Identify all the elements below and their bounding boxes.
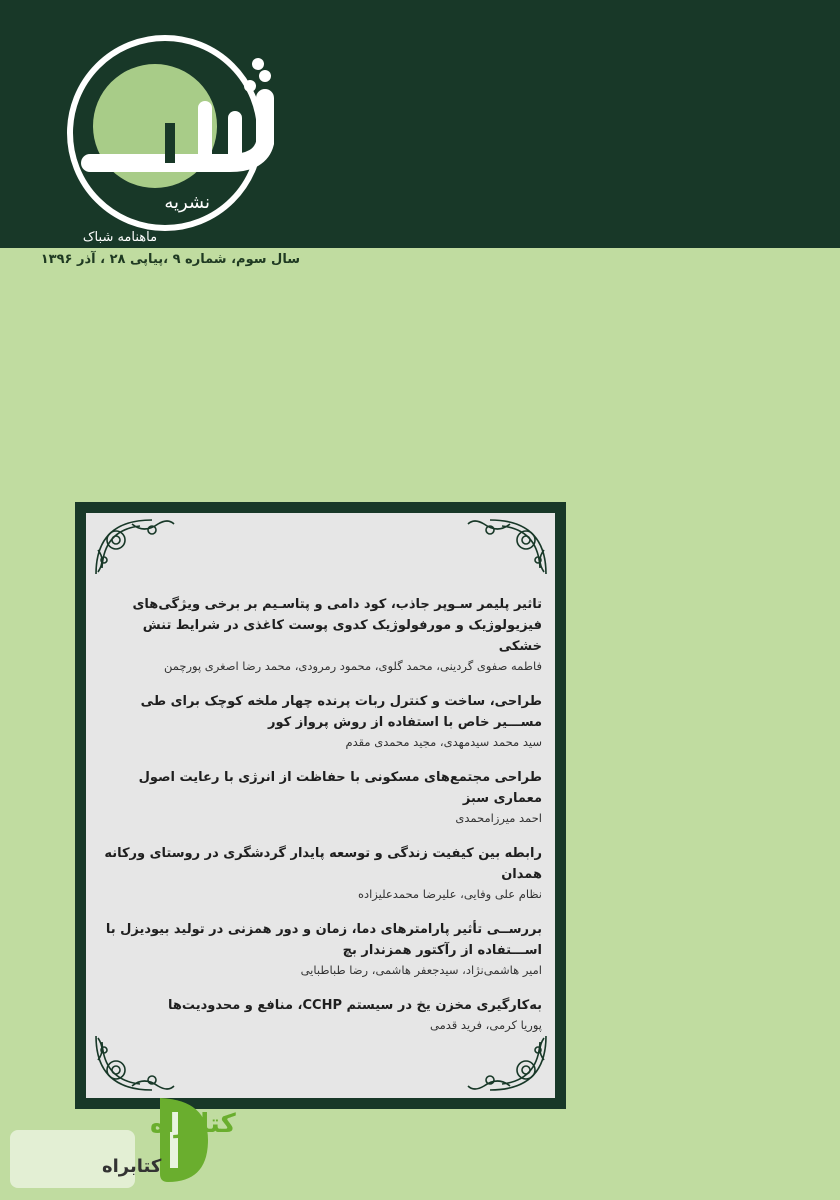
ketabrah-watermark xyxy=(10,1090,236,1190)
article-entry[interactable] xyxy=(100,995,542,1034)
article-entry[interactable] xyxy=(100,843,542,903)
article-authors: سید محمد سیدمهدی، مجید محمدی مقدم xyxy=(345,735,542,749)
table-of-contents xyxy=(100,594,542,1050)
article-title: به‌کارگیری مخزن یخ در سیستم CCHP، منافع و محدودیت‌ها xyxy=(168,998,542,1013)
watermark-text: کتابراه xyxy=(150,1109,236,1139)
article-authors: نظام علی وفایی، علیرضا محمدعلیزاده xyxy=(357,887,542,901)
watermark-text-small: کتابراه xyxy=(102,1156,162,1177)
article-title: تاثیر پلیمر سـوپر جاذب، کود دامی و پتاسـیم بر برخی ویژگی‌های فیزیولوژیک و مورفولوژیک کدوی پوست کاغذی در شرایط تنش خشکی xyxy=(132,597,542,654)
article-authors: پوریا کرمی، فرید قدمی xyxy=(429,1018,542,1032)
article-title: بررســی تأثیر پارامترهای دما، زمان و دور همزنی در تولید بیودیزل با اســـتفاده از رآکتور همزندار بچ xyxy=(105,922,542,958)
ornament-corner-top-left xyxy=(92,516,178,578)
article-title: طراحی، ساخت و کنترل ربات پرنده چهار ملخه کوچک برای طی مســـیر خاص با استفاده از روش پرواز کور xyxy=(140,694,542,730)
article-title: طراحی مجتمع‌های مسکونی با حفاظت از انرژی با رعایت اصول معماری سبز xyxy=(138,770,542,806)
article-title: رابطه بین کیفیت زندگی و توسعه پایدار گردشگری در روستای ورکانه همدان xyxy=(104,846,542,882)
logo xyxy=(60,28,300,238)
article-authors: فاطمه صفوی گردینی، محمد گلوی، محمود رمرودی، محمد رضا اصغری پورچمن xyxy=(163,659,542,673)
issue-line: سال سوم، شماره ۹ ،پیاپی ۲۸ ، آذر ۱۳۹۶ xyxy=(40,252,300,267)
article-authors: احمد میرزامحمدی xyxy=(455,811,542,825)
ornament-corner-top-right xyxy=(464,516,550,578)
article-authors: امیر هاشمی‌نژاد، سیدجعفر هاشمی، رضا طباطبایی xyxy=(300,963,542,977)
article-entry[interactable] xyxy=(100,691,542,751)
article-entry[interactable] xyxy=(100,919,542,979)
article-entry[interactable] xyxy=(100,767,542,827)
logo-subtext: نشریه xyxy=(164,192,210,213)
magazine-name: ماهنامه شباک xyxy=(82,230,158,245)
logo-mark xyxy=(60,28,300,238)
article-entry[interactable] xyxy=(100,594,542,675)
